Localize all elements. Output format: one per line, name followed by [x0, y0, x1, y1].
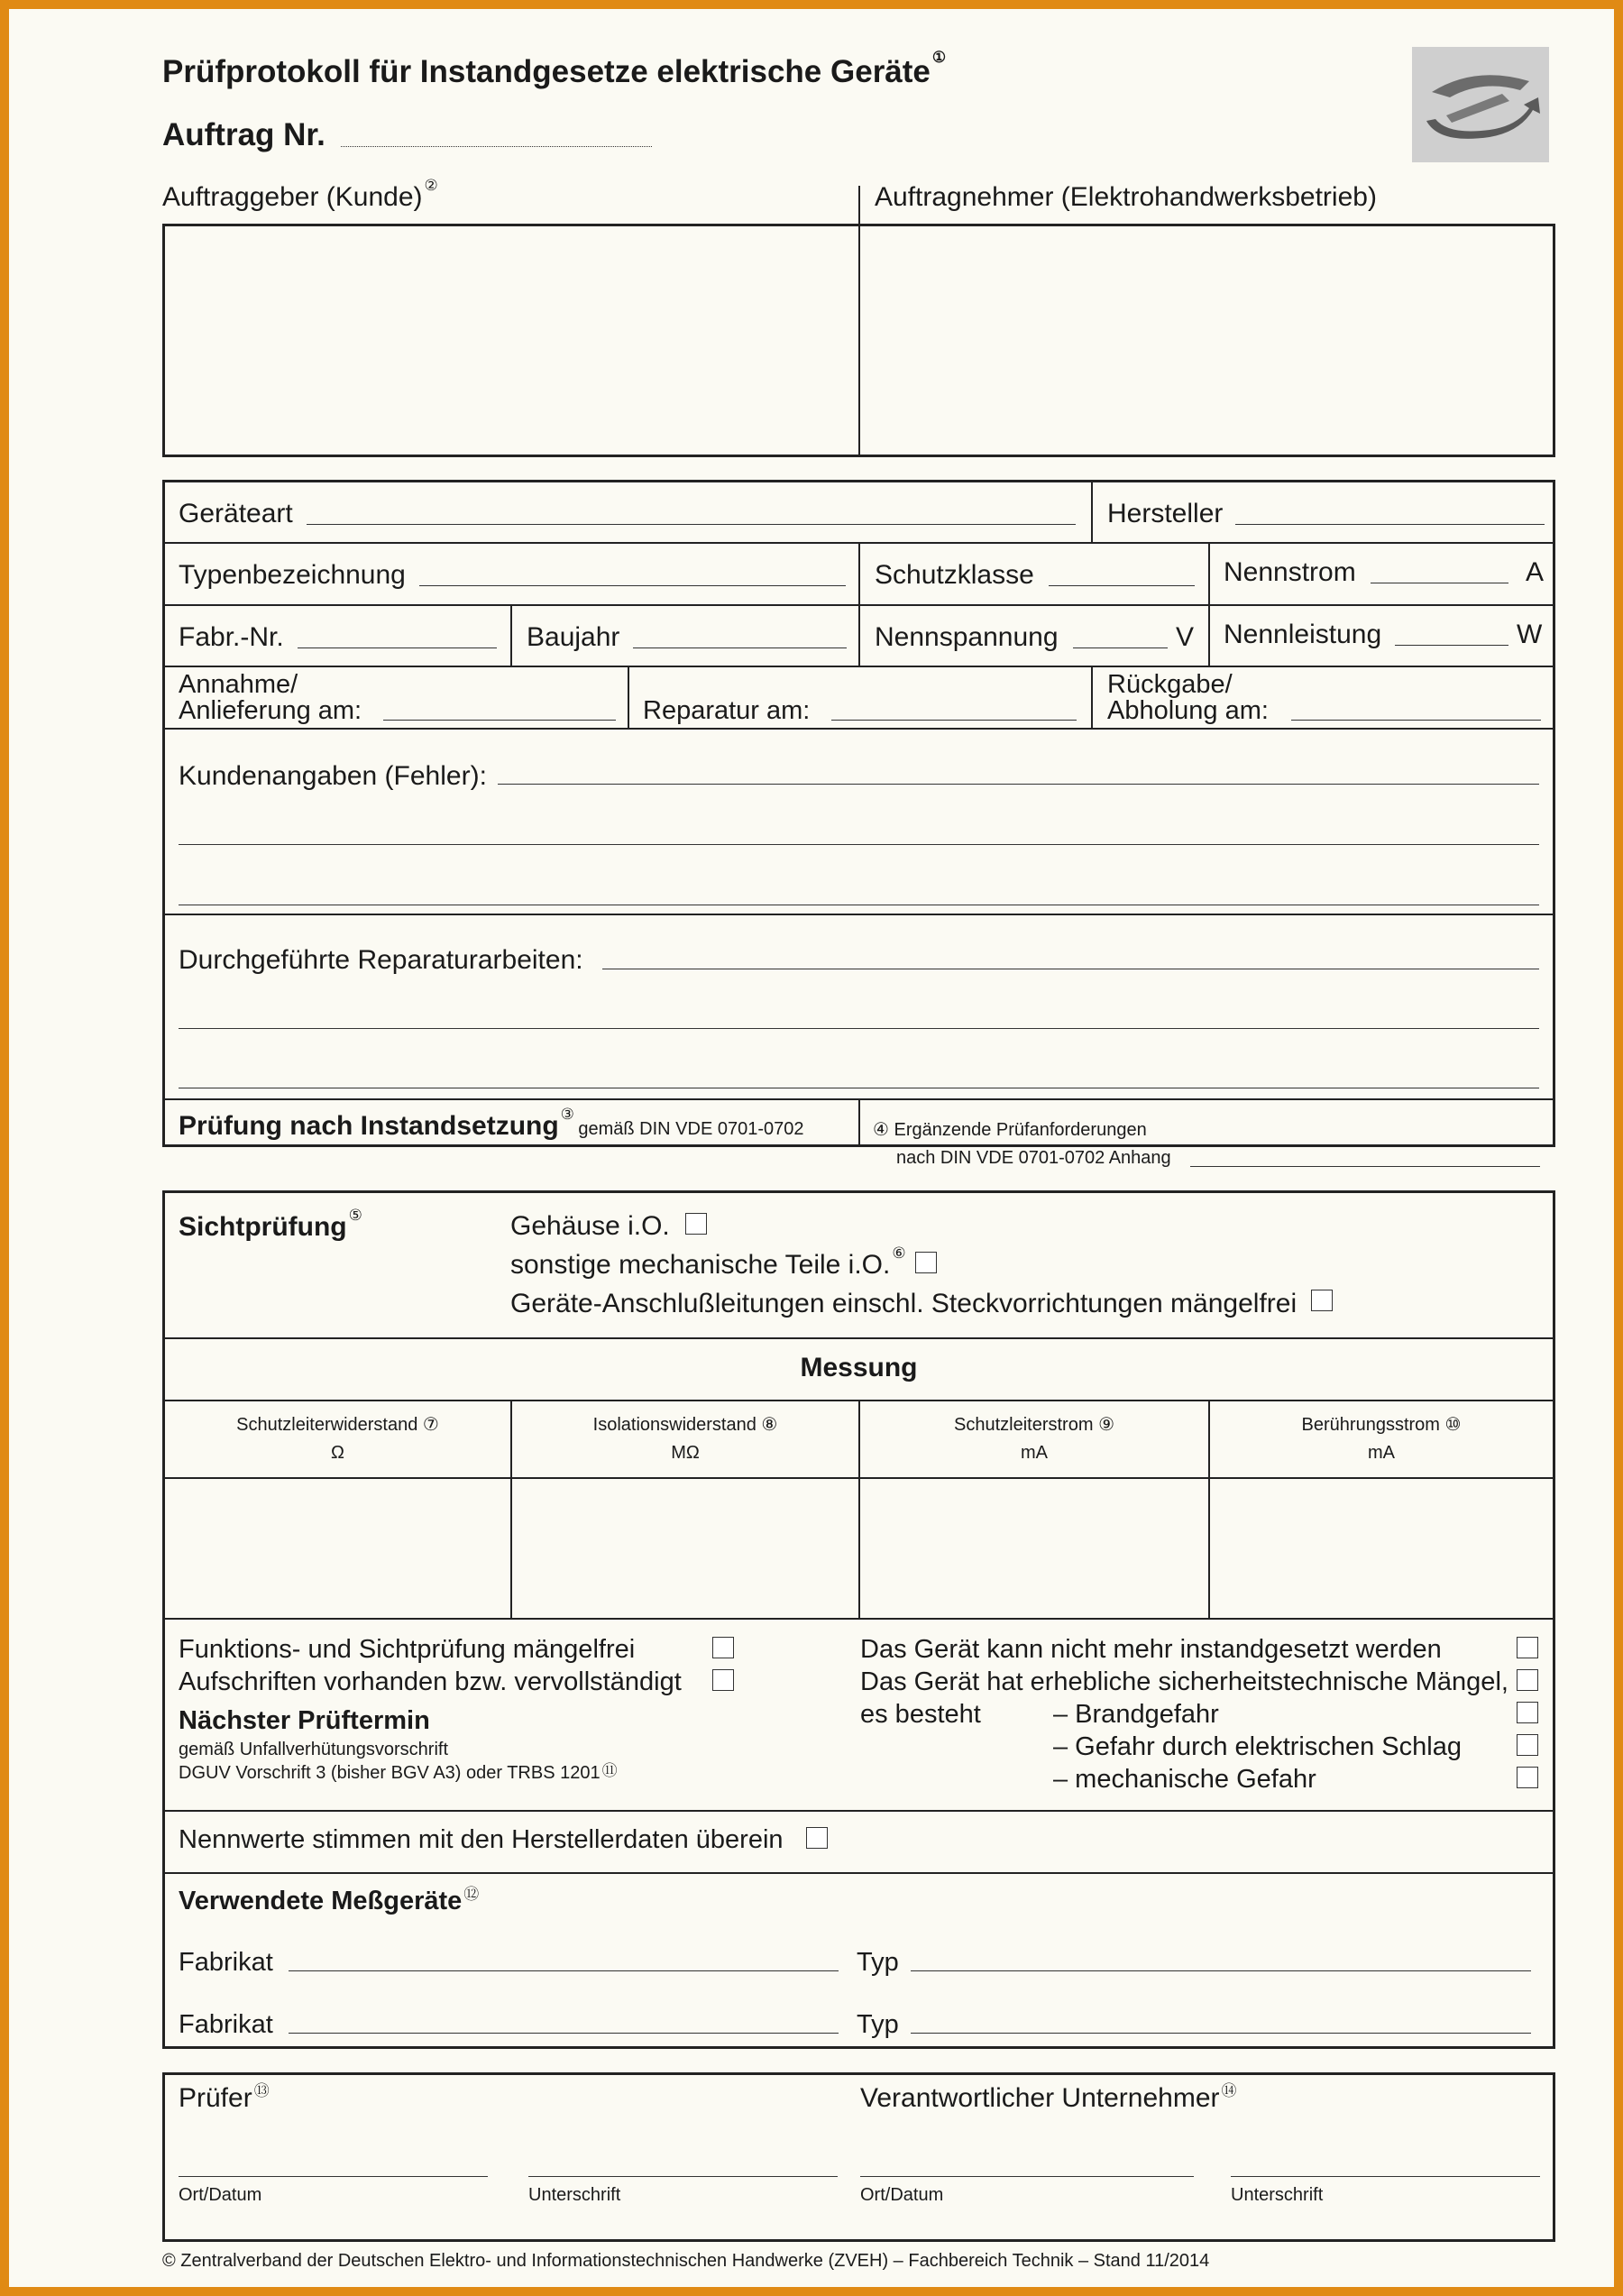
typ-label-1: Typ	[857, 1948, 899, 1977]
sicht-title: Sichtprüfung ⑤	[179, 1207, 362, 1242]
footer-copyright: © Zentralverband der Deutschen Elektro- und Informationstechnischen Handwerke (ZVEH) – Fachbereich Technik – Stand 11/2014	[162, 2251, 1210, 2271]
annahme-field[interactable]	[383, 720, 616, 721]
pruefer-ort-datum-label: Ort/Datum	[179, 2185, 262, 2205]
page-title: Prüfprotokoll für Instandgesetze elektrische Geräte ①	[162, 49, 947, 89]
maengel-checkbox[interactable]	[1517, 1669, 1538, 1691]
mess-col-isolationswiderstand: Isolationswiderstand ⑧	[592, 1415, 778, 1435]
unternehmer-ort-datum-field[interactable]	[860, 2176, 1194, 2177]
unternehmer-unterschrift-field[interactable]	[1231, 2176, 1540, 2177]
fabrikat-field-2[interactable]	[289, 2033, 839, 2034]
mess-unit-ma-1: mA	[1021, 1443, 1048, 1463]
nennspannung-label: Nennspannung	[875, 622, 1059, 652]
sicht-item-anschluss: Geräte-Anschlußleitungen einschl. Steckvorrichtungen mängelfrei	[510, 1289, 1297, 1318]
sicht-item-gehaeuse: Gehäuse i.O.	[510, 1211, 670, 1241]
fabr-nr-field[interactable]	[298, 647, 497, 648]
auftrag-number-line[interactable]	[341, 146, 652, 147]
geraeteart-field[interactable]	[307, 524, 1076, 525]
mess-value-schutzleiterwiderstand[interactable]	[165, 1480, 509, 1616]
fabrikat-label-2: Fabrikat	[179, 2010, 273, 2039]
nehmer-label: Auftragnehmer (Elektrohandwerksbetrieb)	[875, 182, 1377, 212]
anschluss-checkbox[interactable]	[1311, 1290, 1333, 1311]
reparaturarbeiten-label: Durchgeführte Reparaturarbeiten:	[179, 945, 583, 975]
danger-brand: – Brandgefahr	[1053, 1700, 1219, 1729]
danger-schlag: – Gefahr durch elektrischen Schlag	[1053, 1732, 1462, 1761]
fabr-nr-label: Fabr.-Nr.	[179, 622, 284, 652]
pruefung-extra-1: ④ Ergänzende Prüfanforderungen	[873, 1120, 1147, 1140]
reparatur-label: Reparatur am:	[643, 696, 811, 725]
schutzklasse-field[interactable]	[1049, 585, 1195, 586]
mess-unit-mohm: MΩ	[671, 1443, 700, 1463]
typ-label-2: Typ	[857, 2010, 899, 2039]
pruefung-title: Prüfung nach Instandsetzung ③ gemäß DIN VDE 0701-0702	[179, 1106, 804, 1141]
nennleistung-unit: W	[1517, 620, 1543, 649]
pruefer-unterschrift-field[interactable]	[528, 2176, 838, 2177]
nicht-instandsetzbar-checkbox[interactable]	[1517, 1637, 1538, 1658]
pruefung-extra-2: nach DIN VDE 0701-0702 Anhang	[896, 1148, 1171, 1168]
mess-value-isolationswiderstand[interactable]	[513, 1480, 857, 1616]
kunde-label: Auftraggeber (Kunde) ②	[162, 177, 438, 212]
messung-title: Messung	[800, 1353, 918, 1382]
kundenangaben-label: Kundenangaben (Fehler):	[179, 761, 487, 791]
nennleistung-field[interactable]	[1395, 645, 1508, 646]
naechster-line-2: DGUV Vorschrift 3 (bisher BGV A3) oder TRBS 1201 ⑪	[179, 1762, 618, 1783]
typenbezeichnung-label: Typenbezeichnung	[179, 560, 406, 590]
typ-field-2[interactable]	[911, 2033, 1531, 2034]
nennwerte-label: Nennwerte stimmen mit den Herstellerdaten überein	[179, 1825, 784, 1854]
fabrikat-field-1[interactable]	[289, 1970, 839, 1971]
reparatur-field[interactable]	[831, 720, 1077, 721]
result-funktion: Funktions- und Sichtprüfung mängelfrei	[179, 1635, 636, 1664]
result-es-besteht: es besteht	[860, 1700, 981, 1729]
nehmer-field[interactable]	[861, 226, 1553, 455]
nennwerte-checkbox[interactable]	[806, 1827, 828, 1849]
pruefung-extra-field[interactable]	[1190, 1166, 1540, 1167]
rueckgabe-label-2: Abholung am:	[1107, 696, 1269, 725]
result-nicht-instandsetzbar: Das Gerät kann nicht mehr instandgesetzt werden	[860, 1635, 1442, 1664]
hersteller-field[interactable]	[1235, 524, 1545, 525]
annahme-label-1: Annahme/	[179, 670, 298, 699]
naechster-line-1: gemäß Unfallverhütungsvorschrift	[179, 1740, 449, 1759]
baujahr-label: Baujahr	[527, 622, 620, 652]
mess-col-schutzleiterwiderstand: Schutzleiterwiderstand ⑦	[236, 1415, 439, 1435]
mess-unit-ohm: Ω	[331, 1443, 344, 1463]
hersteller-label: Hersteller	[1107, 499, 1224, 528]
naechster-title: Nächster Prüftermin	[179, 1706, 430, 1735]
messgeraete-title: Verwendete Meßgeräte ⑫	[179, 1886, 480, 1915]
mess-unit-ma-2: mA	[1368, 1443, 1395, 1463]
kundenangaben-line-1[interactable]	[498, 784, 1539, 785]
rueckgabe-field[interactable]	[1291, 720, 1541, 721]
reparaturarbeiten-line-2[interactable]	[179, 1028, 1539, 1029]
geraeteart-label: Geräteart	[179, 499, 293, 528]
pruefer-label: Prüfer ⑬	[179, 2082, 270, 2113]
result-maengel: Das Gerät hat erhebliche sicherheitstechnische Mängel,	[860, 1667, 1508, 1696]
mechanisch-gefahr-checkbox[interactable]	[1517, 1767, 1538, 1788]
zveh-logo	[1412, 47, 1549, 162]
signature-box	[162, 2072, 1555, 2242]
auftrag-label: Auftrag Nr.	[162, 117, 326, 152]
baujahr-field[interactable]	[633, 647, 847, 648]
fabrikat-label-1: Fabrikat	[179, 1948, 273, 1977]
danger-mechanisch: – mechanische Gefahr	[1053, 1765, 1316, 1794]
typ-field-1[interactable]	[911, 1970, 1531, 1971]
schutzklasse-label: Schutzklasse	[875, 560, 1034, 590]
schlag-checkbox[interactable]	[1517, 1734, 1538, 1756]
brand-checkbox[interactable]	[1517, 1702, 1538, 1723]
funktion-checkbox[interactable]	[712, 1637, 734, 1658]
mess-value-beruehrungsstrom[interactable]	[1211, 1480, 1553, 1616]
mechanisch-checkbox[interactable]	[915, 1252, 937, 1273]
sicht-item-mechanisch: sonstige mechanische Teile i.O. ⑥	[510, 1244, 906, 1280]
rueckgabe-label-1: Rückgabe/	[1107, 670, 1233, 699]
unternehmer-unterschrift-label: Unterschrift	[1231, 2185, 1324, 2205]
result-aufschriften: Aufschriften vorhanden bzw. vervollständigt	[179, 1667, 682, 1696]
unternehmer-ort-datum-label: Ort/Datum	[860, 2185, 944, 2205]
mess-col-beruehrungsstrom: Berührungsstrom ⑩	[1301, 1415, 1462, 1435]
nennspannung-field[interactable]	[1073, 647, 1168, 648]
pruefer-ort-datum-field[interactable]	[179, 2176, 488, 2177]
unternehmer-label: Verantwortlicher Unternehmer ⑭	[860, 2082, 1237, 2113]
nennleistung-label: Nennleistung	[1224, 620, 1382, 649]
nennstrom-unit: A	[1526, 557, 1545, 587]
annahme-label-2: Anlieferung am:	[179, 696, 362, 725]
nennspannung-unit: V	[1176, 622, 1195, 652]
kundenangaben-line-2[interactable]	[179, 844, 1539, 845]
aufschriften-checkbox[interactable]	[712, 1669, 734, 1691]
mess-col-schutzleiterstrom: Schutzleiterstrom ⑨	[954, 1415, 1114, 1435]
kunde-field[interactable]	[165, 226, 857, 455]
logo-e-icon	[1412, 47, 1549, 162]
gehaeuse-checkbox[interactable]	[685, 1213, 707, 1235]
pruefer-unterschrift-label: Unterschrift	[528, 2185, 621, 2205]
typenbezeichnung-field[interactable]	[419, 585, 846, 586]
nennstrom-label: Nennstrom	[1224, 557, 1356, 587]
mess-value-schutzleiterstrom[interactable]	[861, 1480, 1206, 1616]
